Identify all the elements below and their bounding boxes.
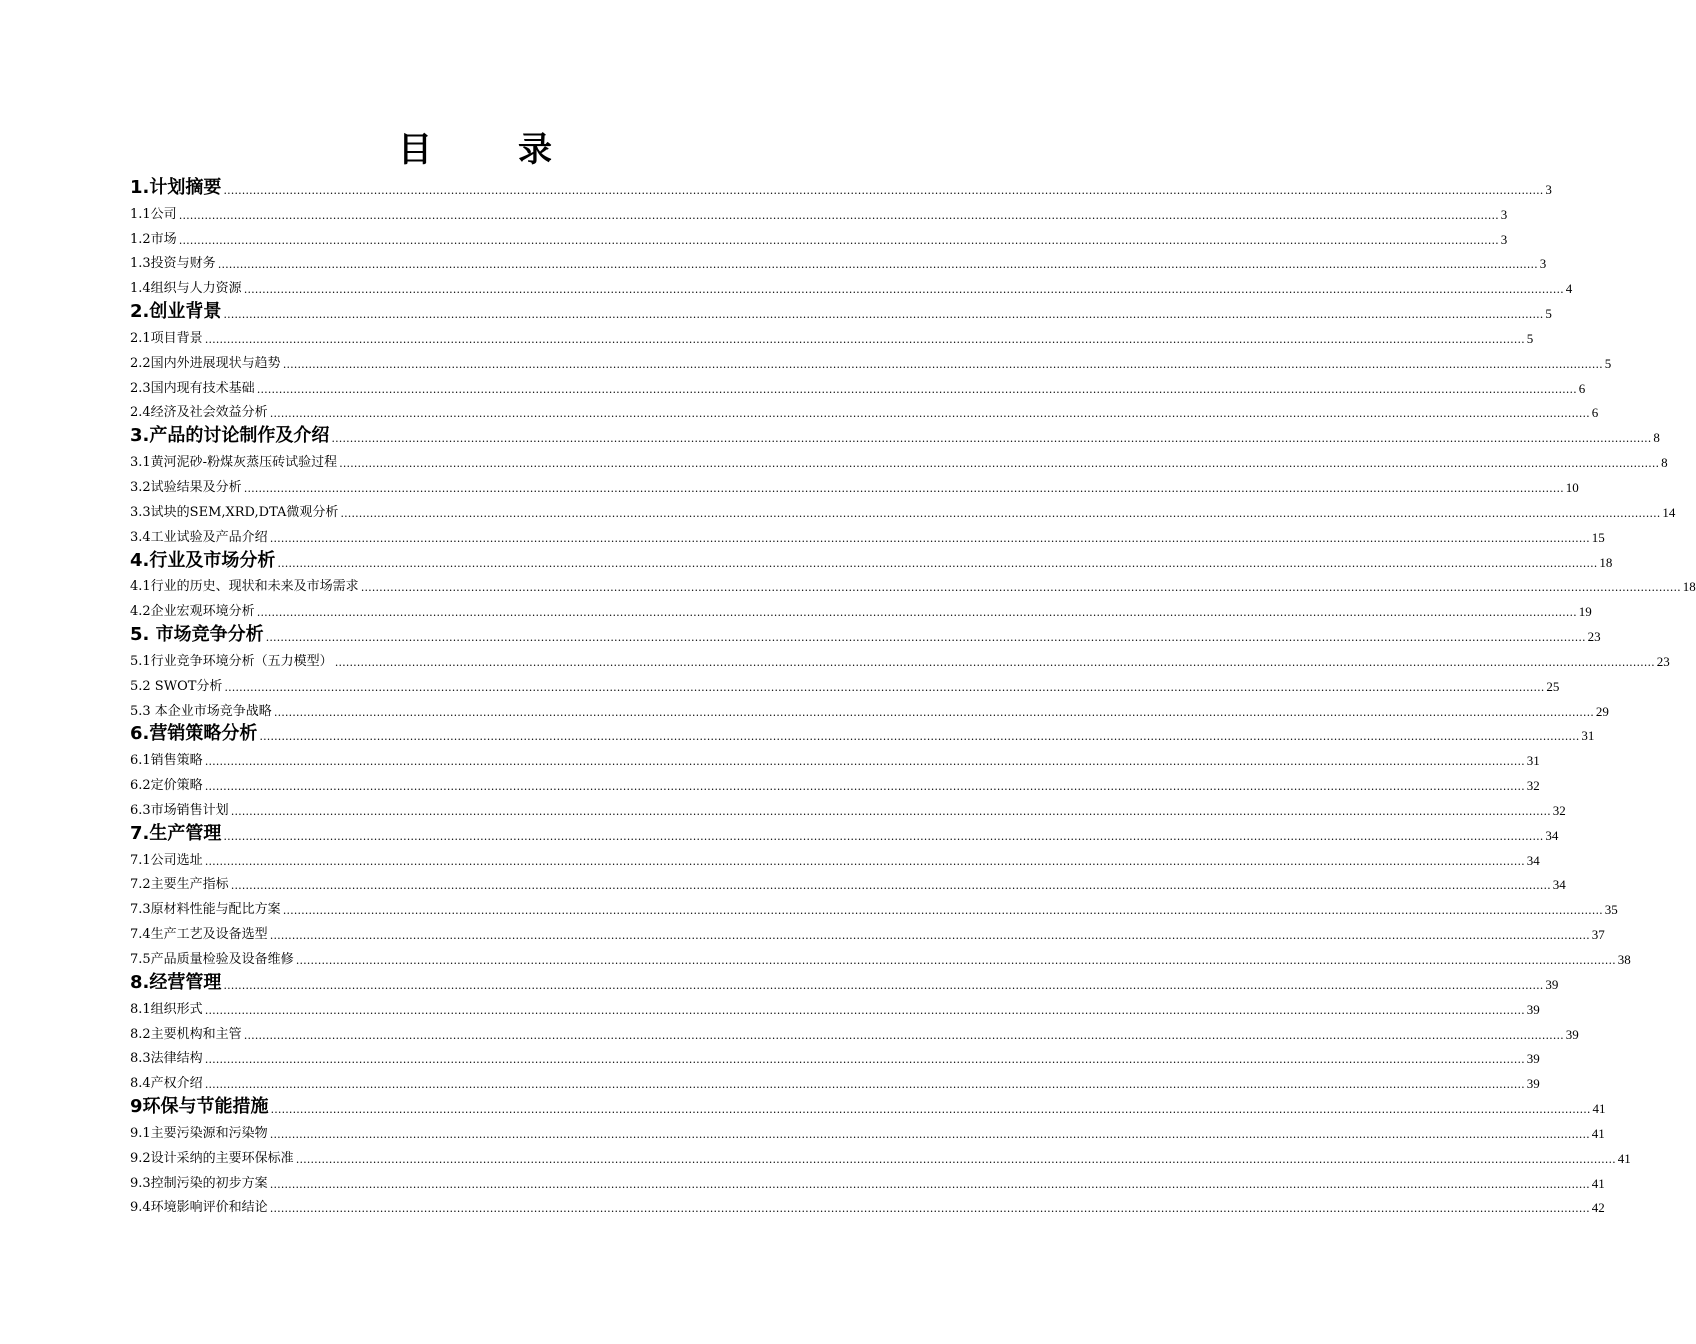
- toc-dot-leader: ………………………………………………………………………………………………………………………………………………………………………………………………………………………………………………………………………………………………………………………………: [204, 780, 1525, 794]
- toc-chapter-entry[interactable]: [130, 1093, 1606, 1118]
- toc-entry-title: 9.2设计采纳的主要环保标准: [130, 1150, 294, 1166]
- toc-entry-title: 9.3控制污染的初步方案: [130, 1175, 268, 1191]
- toc-entry-title: 6.营销策略分析: [130, 723, 258, 745]
- toc-section-entry[interactable]: [130, 845, 1540, 870]
- toc-section-entry[interactable]: [130, 1019, 1579, 1044]
- toc-dot-leader: ………………………………………………………………………………………………………………………………………………………………………………………………………………………………………………………………………………………………………………………………: [204, 755, 1525, 769]
- toc-dot-leader: ………………………………………………………………………………………………………………………………………………………………………………………………………………………………………………………………………………………………………………………………: [230, 804, 1551, 818]
- toc-entry-title: 2.创业背景: [130, 301, 222, 323]
- toc-section-entry[interactable]: [130, 1068, 1540, 1093]
- toc-dot-leader: ………………………………………………………………………………………………………………………………………………………………………………………………………………………………………………………………………………………………………………………………: [223, 829, 1544, 843]
- toc-entry-title: 1.1公司: [130, 206, 177, 222]
- toc-page-number: 19: [1578, 604, 1592, 620]
- toc-page-number: 41: [1617, 1150, 1631, 1166]
- toc-page-number: 23: [1587, 629, 1601, 645]
- toc-dot-leader: ………………………………………………………………………………………………………………………………………………………………………………………………………………………………………………………………………………………………………………………………: [256, 606, 1577, 620]
- toc-page-number: 5: [1545, 306, 1552, 322]
- toc-page-number: 3: [1500, 206, 1508, 222]
- toc-page-number: 34: [1526, 852, 1540, 868]
- toc-dot-leader: ………………………………………………………………………………………………………………………………………………………………………………………………………………………………………………………………………………………………………………………………: [331, 432, 1652, 446]
- toc-section-entry[interactable]: [130, 1044, 1540, 1069]
- table-of-contents: [130, 174, 1696, 1217]
- toc-dot-leader: ………………………………………………………………………………………………………………………………………………………………………………………………………………………………………………………………………………………………………………………………: [230, 879, 1551, 893]
- toc-entry-title: 7.4生产工艺及设备选型: [130, 927, 268, 943]
- toc-entry-title: 5. 市场竞争分析: [130, 624, 264, 646]
- toc-page-number: 41: [1592, 1101, 1606, 1117]
- toc-page-number: 31: [1526, 753, 1540, 769]
- toc-chapter-entry[interactable]: [130, 621, 1601, 646]
- toc-section-entry[interactable]: [130, 572, 1696, 597]
- toc-page-number: 15: [1591, 529, 1605, 545]
- toc-section-entry[interactable]: [130, 870, 1566, 895]
- toc-page-number: 41: [1591, 1175, 1605, 1191]
- toc-chapter-entry[interactable]: [130, 174, 1552, 199]
- toc-dot-leader: ………………………………………………………………………………………………………………………………………………………………………………………………………………………………………………………………………………………………………………………………: [204, 1078, 1525, 1092]
- toc-entry-title: 5.2 SWOT分析: [130, 678, 223, 694]
- toc-section-entry[interactable]: [130, 994, 1540, 1019]
- toc-dot-leader: ………………………………………………………………………………………………………………………………………………………………………………………………………………………………………………………………………………………………………………………………: [224, 680, 1545, 694]
- toc-dot-leader: ………………………………………………………………………………………………………………………………………………………………………………………………………………………………………………………………………………………………………………………………: [265, 631, 1586, 645]
- toc-section-entry[interactable]: [130, 596, 1592, 621]
- toc-page-number: 8: [1661, 455, 1668, 471]
- toc-section-entry[interactable]: [130, 472, 1579, 497]
- toc-dot-leader: ………………………………………………………………………………………………………………………………………………………………………………………………………………………………………………………………………………………………………………………………: [269, 929, 1590, 943]
- toc-entry-title: 8.2主要机构和主管: [130, 1026, 242, 1042]
- toc-page-number: 39: [1526, 1051, 1540, 1067]
- toc-entry-title: 7.2主要生产指标: [130, 877, 229, 893]
- toc-dot-leader: ………………………………………………………………………………………………………………………………………………………………………………………………………………………………………………………………………………………………………………………………: [295, 954, 1616, 967]
- toc-dot-leader: ………………………………………………………………………………………………………………………………………………………………………………………………………………………………………………………………………………………………………………………………: [217, 258, 1538, 272]
- toc-dot-leader: ………………………………………………………………………………………………………………………………………………………………………………………………………………………………………………………………………………………………………………………………: [270, 1103, 1591, 1117]
- toc-dot-leader: ………………………………………………………………………………………………………………………………………………………………………………………………………………………………………………………………………………………………………………………………: [340, 506, 1661, 520]
- toc-page-number: 41: [1591, 1125, 1605, 1141]
- toc-section-entry[interactable]: [130, 944, 1631, 969]
- toc-page-number: 39: [1526, 1076, 1540, 1092]
- toc-dot-leader: ………………………………………………………………………………………………………………………………………………………………………………………………………………………………………………………………………………………………………………………………: [269, 1202, 1590, 1216]
- toc-page-number: 31: [1581, 728, 1595, 744]
- toc-page-number: 3: [1539, 256, 1547, 272]
- toc-section-entry[interactable]: [130, 199, 1508, 224]
- toc-entry-title: 8.3法律结构: [130, 1051, 203, 1067]
- toc-entry-title: 8.1组织形式: [130, 1001, 203, 1017]
- toc-section-entry[interactable]: [130, 373, 1586, 398]
- toc-section-entry[interactable]: [130, 1193, 1605, 1218]
- toc-page-number: 6: [1578, 380, 1586, 396]
- toc-page-number: 39: [1565, 1026, 1579, 1042]
- toc-section-entry[interactable]: [130, 770, 1540, 795]
- toc-section-entry[interactable]: [130, 1118, 1605, 1143]
- toc-entry-title: 8.4产权介绍: [130, 1076, 203, 1092]
- toc-dot-leader: ………………………………………………………………………………………………………………………………………………………………………………………………………………………………………………………………………………………………………………………………: [259, 730, 1580, 744]
- toc-page-number: 14: [1662, 504, 1676, 520]
- toc-dot-leader: ………………………………………………………………………………………………………………………………………………………………………………………………………………………………………………………………………………………………………………………………: [269, 1127, 1590, 1141]
- toc-dot-leader: ………………………………………………………………………………………………………………………………………………………………………………………………………………………………………………………………………………………………………………………………: [178, 233, 1499, 247]
- toc-section-entry[interactable]: [130, 323, 1534, 348]
- toc-dot-leader: ………………………………………………………………………………………………………………………………………………………………………………………………………………………………………………………………………………………………………………………………: [204, 1053, 1525, 1067]
- toc-dot-leader: ………………………………………………………………………………………………………………………………………………………………………………………………………………………………………………………………………………………………………………………………: [269, 407, 1590, 421]
- toc-dot-leader: ………………………………………………………………………………………………………………………………………………………………………………………………………………………………………………………………………………………………………………………………: [204, 1003, 1525, 1017]
- toc-dot-leader: ………………………………………………………………………………………………………………………………………………………………………………………………………………………………………………………………………………………………………………………………: [360, 581, 1681, 595]
- toc-dot-leader: ………………………………………………………………………………………………………………………………………………………………………………………………………………………………………………………………………………………………………………………………: [204, 332, 1525, 346]
- toc-dot-leader: ………………………………………………………………………………………………………………………………………………………………………………………………………………………………………………………………………………………………………………………………: [256, 382, 1577, 396]
- toc-page-number: 37: [1591, 927, 1605, 943]
- toc-entry-title: 4.行业及市场分析: [130, 549, 276, 571]
- toc-entry-title: 2.1项目背景: [130, 330, 203, 346]
- toc-dot-leader: ………………………………………………………………………………………………………………………………………………………………………………………………………………………………………………………………………………………………………………………………: [334, 655, 1655, 669]
- toc-dot-leader: ………………………………………………………………………………………………………………………………………………………………………………………………………………………………………………………………………………………………………………………………: [223, 978, 1544, 992]
- toc-page-number: 10: [1565, 479, 1579, 495]
- toc-page-number: 39: [1545, 976, 1559, 992]
- toc-dot-leader: ………………………………………………………………………………………………………………………………………………………………………………………………………………………………………………………………………………………………………………………………: [243, 481, 1564, 495]
- toc-page-number: 25: [1546, 678, 1560, 694]
- toc-page-number: 34: [1545, 827, 1559, 843]
- toc-entry-title: 7.生产管理: [130, 822, 222, 844]
- toc-entry-title: 3.3试块的SEM,XRD,DTA微观分析: [130, 504, 339, 520]
- toc-entry-title: 1.3投资与财务: [130, 256, 216, 272]
- toc-dot-leader: ………………………………………………………………………………………………………………………………………………………………………………………………………………………………………………………………………………………………………………………………: [273, 705, 1594, 719]
- toc-entry-title: 4.2企业宏观环境分析: [130, 604, 255, 620]
- toc-entry-title: 1.4组织与人力资源: [130, 281, 242, 297]
- toc-entry-title: 9.4环境影响评价和结论: [130, 1200, 268, 1216]
- toc-entry-title: 8.经营管理: [130, 971, 222, 993]
- toc-entry-title: 9环保与节能措施: [130, 1096, 269, 1118]
- toc-entry-title: 9.1主要污染源和污染物: [130, 1125, 268, 1141]
- toc-page-number: 42: [1591, 1200, 1605, 1216]
- toc-dot-leader: ………………………………………………………………………………………………………………………………………………………………………………………………………………………………………………………………………………………………………………………………: [269, 1177, 1590, 1191]
- toc-section-entry[interactable]: [130, 249, 1547, 274]
- toc-dot-leader: ………………………………………………………………………………………………………………………………………………………………………………………………………………………………………………………………………………………………………………………………: [277, 556, 1598, 570]
- toc-section-entry[interactable]: [130, 447, 1668, 472]
- toc-entry-title: 2.4经济及社会效益分析: [130, 405, 268, 421]
- toc-entry-title: 2.2国内外进展现状与趋势: [130, 355, 281, 371]
- toc-page-number: 3: [1545, 181, 1552, 197]
- toc-section-entry[interactable]: [130, 497, 1676, 522]
- toc-dot-leader: ………………………………………………………………………………………………………………………………………………………………………………………………………………………………………………………………………………………………………………………………: [243, 1028, 1564, 1042]
- toc-chapter-entry[interactable]: [130, 422, 1660, 447]
- page-title: 目 录: [398, 130, 578, 170]
- toc-page-number: 5: [1604, 355, 1612, 371]
- toc-section-entry[interactable]: [130, 696, 1609, 721]
- toc-section-entry[interactable]: [130, 273, 1573, 298]
- toc-entry-title: 3.2试验结果及分析: [130, 479, 242, 495]
- toc-section-entry[interactable]: [130, 1143, 1631, 1168]
- toc-page-number: 35: [1604, 902, 1618, 918]
- toc-dot-leader: ………………………………………………………………………………………………………………………………………………………………………………………………………………………………………………………………………………………………………………………………: [178, 208, 1499, 222]
- toc-entry-title: 6.3市场销售计划: [130, 802, 229, 818]
- toc-page-number: 32: [1552, 802, 1566, 818]
- toc-dot-leader: ………………………………………………………………………………………………………………………………………………………………………………………………………………………………………………………………………………………………………………………………: [223, 308, 1544, 322]
- toc-section-entry[interactable]: [130, 919, 1605, 944]
- toc-chapter-entry[interactable]: [130, 547, 1613, 572]
- toc-page-number: 32: [1526, 778, 1540, 794]
- toc-section-entry[interactable]: [130, 398, 1599, 423]
- toc-page-number: 18: [1682, 579, 1696, 595]
- toc-dot-leader: ………………………………………………………………………………………………………………………………………………………………………………………………………………………………………………………………………………………………………………………………: [223, 183, 1544, 197]
- toc-dot-leader: ………………………………………………………………………………………………………………………………………………………………………………………………………………………………………………………………………………………………………………………………: [282, 904, 1603, 918]
- toc-page-number: 29: [1595, 703, 1609, 719]
- toc-section-entry[interactable]: [130, 1168, 1605, 1193]
- toc-entry-title: 5.1行业竞争环境分析（五力模型）: [130, 653, 333, 669]
- toc-entry-title: 4.1行业的历史、现状和未来及市场需求: [130, 579, 359, 595]
- toc-entry-title: 3.1黄河泥砂-粉煤灰蒸压砖试验过程: [130, 455, 338, 471]
- toc-section-entry[interactable]: [130, 348, 1612, 373]
- toc-entry-title: 1.计划摘要: [130, 176, 222, 198]
- toc-page-number: 6: [1591, 405, 1599, 421]
- toc-entry-title: 3.产品的讨论制作及介绍: [130, 425, 330, 447]
- toc-section-entry[interactable]: [130, 522, 1605, 547]
- toc-page-number: 3: [1500, 231, 1508, 247]
- toc-entry-title: 7.3原材料性能与配比方案: [130, 902, 281, 918]
- toc-entry-title: 7.5产品质量检验及设备维修: [130, 952, 294, 967]
- toc-entry-title: 3.4工业试验及产品介绍: [130, 529, 268, 545]
- toc-chapter-entry[interactable]: [130, 969, 1559, 994]
- toc-dot-leader: ………………………………………………………………………………………………………………………………………………………………………………………………………………………………………………………………………………………………………………………………: [282, 357, 1603, 371]
- toc-dot-leader: ………………………………………………………………………………………………………………………………………………………………………………………………………………………………………………………………………………………………………………………………: [204, 854, 1525, 868]
- toc-section-entry[interactable]: [130, 224, 1508, 249]
- toc-entry-title: 6.1销售策略: [130, 753, 203, 769]
- toc-section-entry[interactable]: [130, 795, 1566, 820]
- toc-section-entry[interactable]: [130, 671, 1560, 696]
- toc-page-number: 8: [1653, 430, 1660, 446]
- toc-dot-leader: ………………………………………………………………………………………………………………………………………………………………………………………………………………………………………………………………………………………………………………………………: [339, 457, 1660, 471]
- toc-page-number: 23: [1656, 653, 1670, 669]
- toc-dot-leader: ………………………………………………………………………………………………………………………………………………………………………………………………………………………………………………………………………………………………………………………………: [243, 283, 1564, 297]
- toc-chapter-entry[interactable]: [130, 721, 1595, 746]
- toc-section-entry[interactable]: [130, 894, 1618, 919]
- toc-page-number: 34: [1552, 877, 1566, 893]
- toc-page-number: 18: [1599, 554, 1613, 570]
- toc-entry-title: 6.2定价策略: [130, 778, 203, 794]
- toc-page-number: 4: [1565, 281, 1573, 297]
- toc-section-entry[interactable]: [130, 646, 1670, 671]
- toc-entry-title: 2.3国内现有技术基础: [130, 380, 255, 396]
- toc-page-number: 39: [1526, 1001, 1540, 1017]
- toc-page-number: 38: [1617, 952, 1631, 967]
- toc-entry-title: 1.2市场: [130, 231, 177, 247]
- toc-chapter-entry[interactable]: [130, 820, 1559, 845]
- toc-dot-leader: ………………………………………………………………………………………………………………………………………………………………………………………………………………………………………………………………………………………………………………………………: [269, 531, 1590, 545]
- toc-section-entry[interactable]: [130, 745, 1540, 770]
- toc-entry-title: 7.1公司选址: [130, 852, 203, 868]
- toc-entry-title: 5.3 本企业市场竞争战略: [130, 703, 272, 719]
- toc-chapter-entry[interactable]: [130, 298, 1552, 323]
- toc-dot-leader: ………………………………………………………………………………………………………………………………………………………………………………………………………………………………………………………………………………………………………………………………: [295, 1152, 1616, 1166]
- toc-page-number: 5: [1526, 330, 1534, 346]
